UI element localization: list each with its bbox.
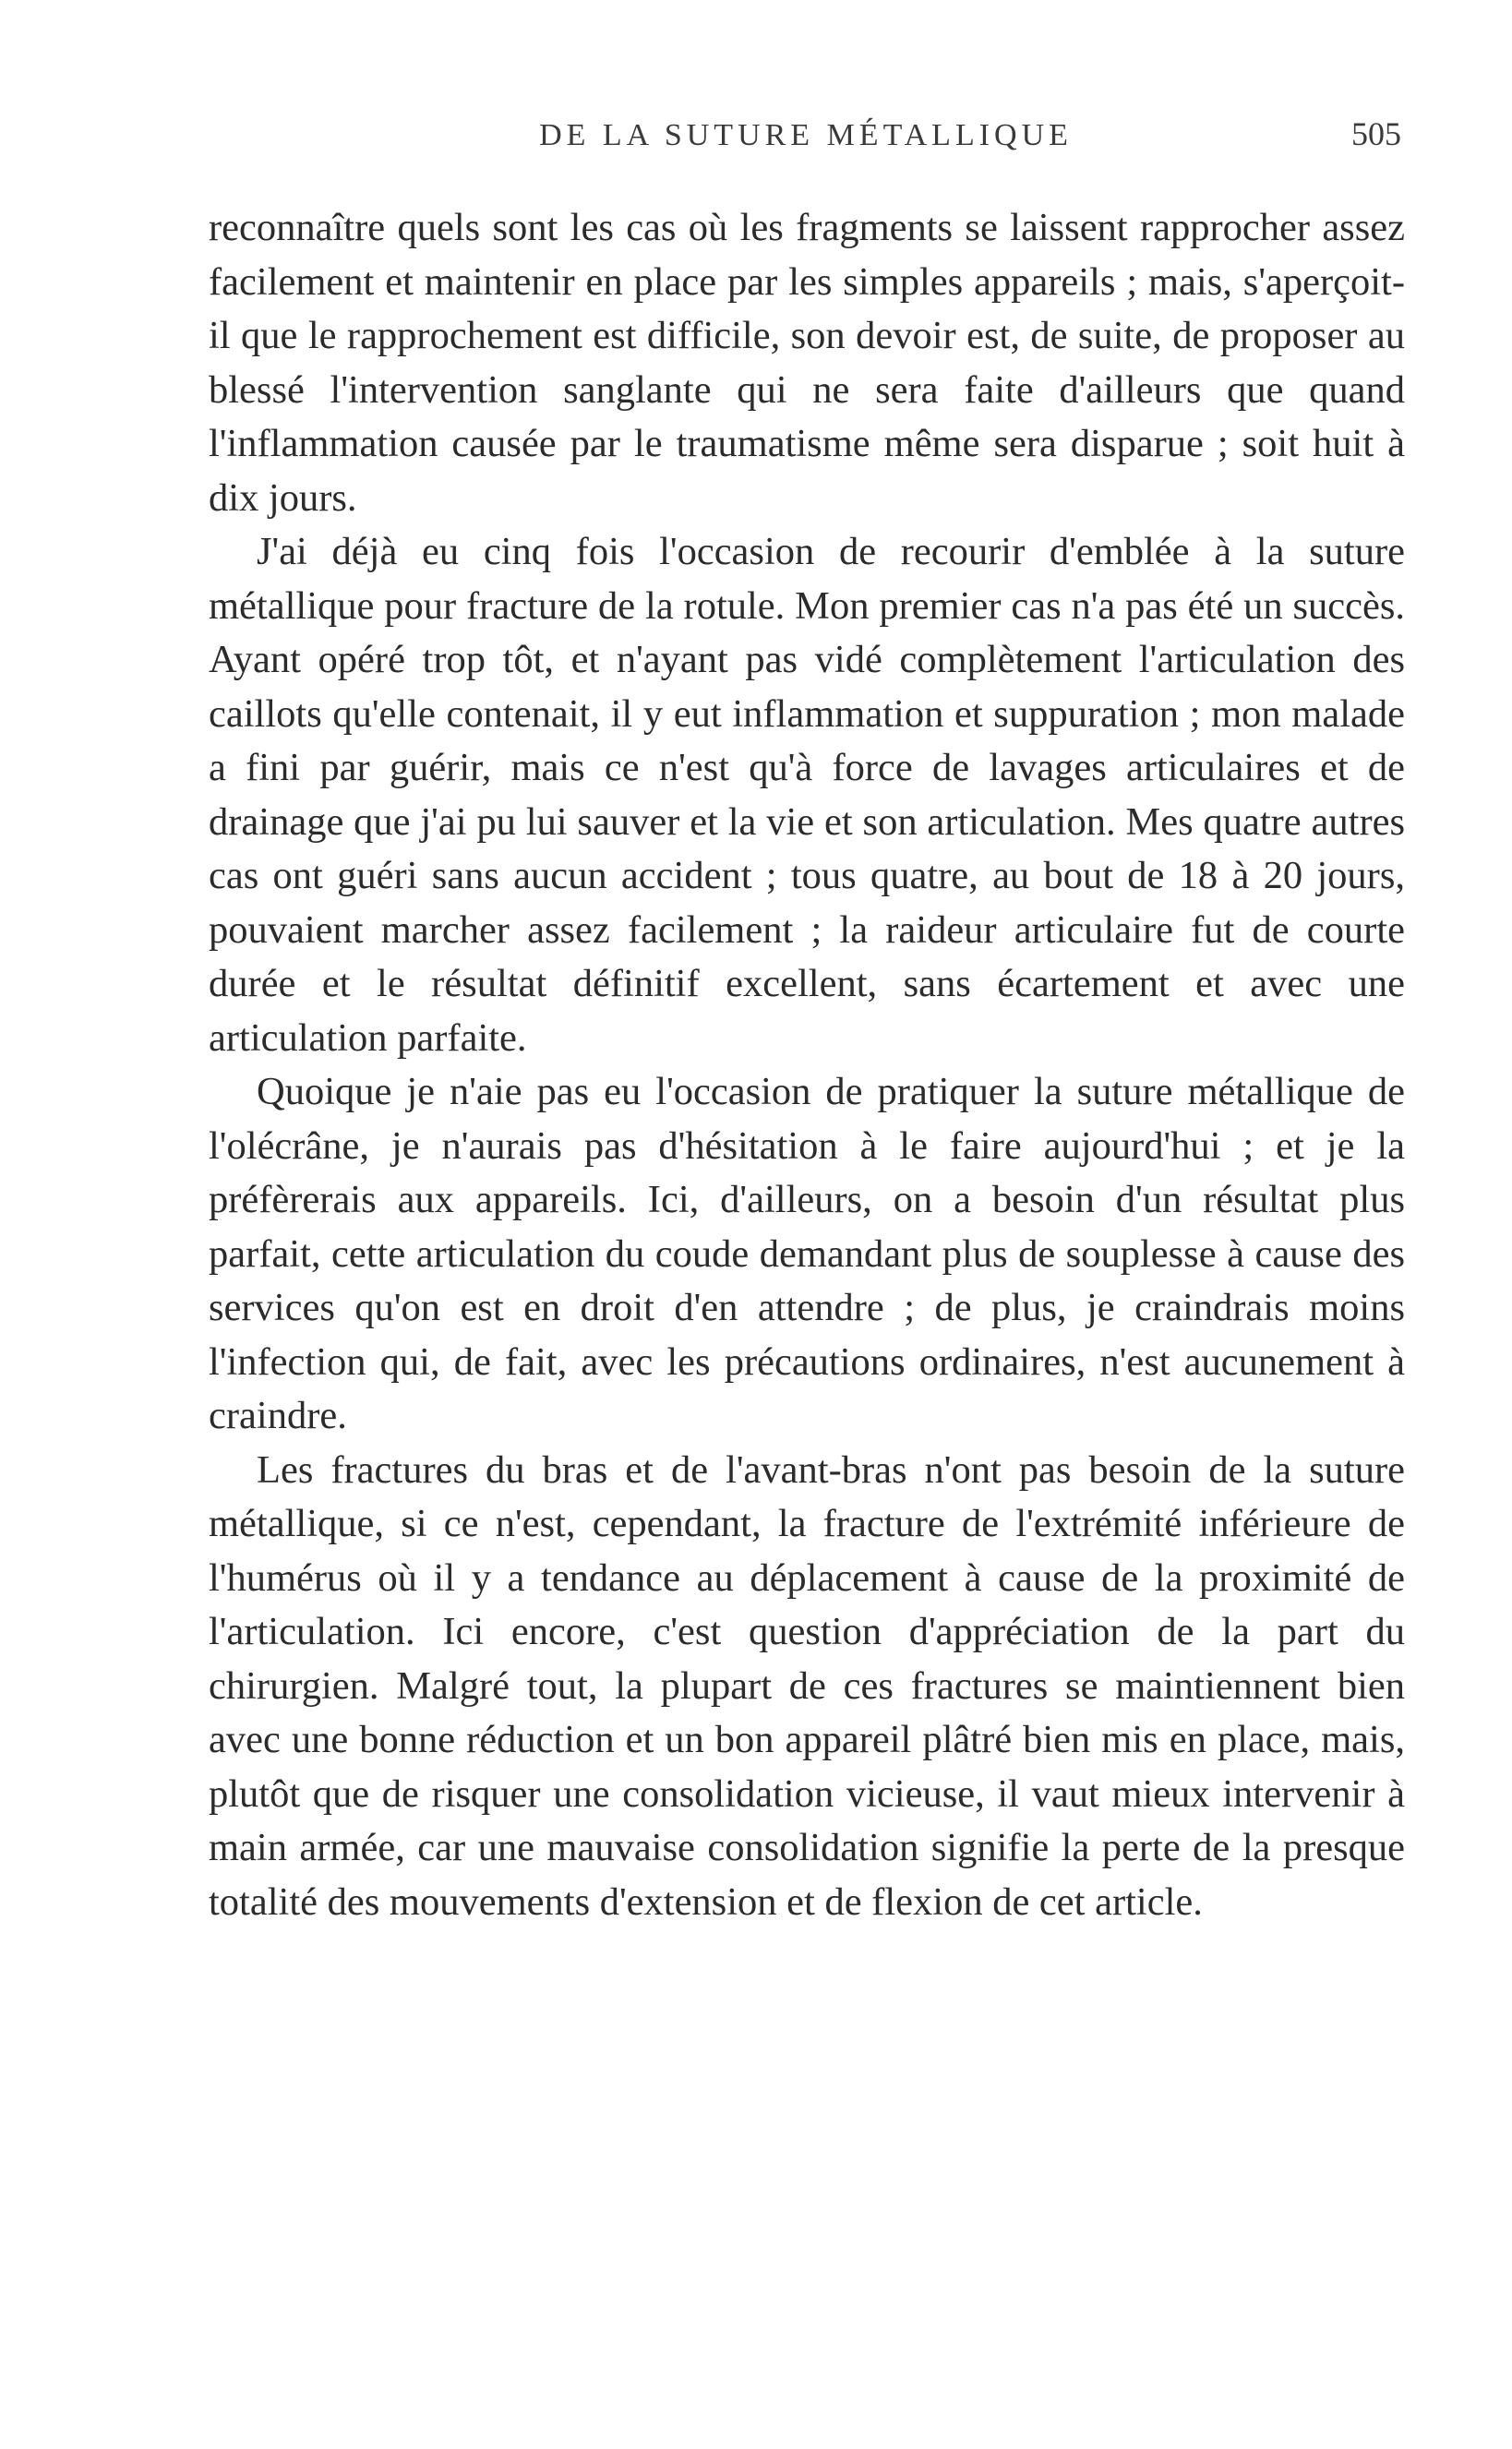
paragraph-continued: reconnaître quels sont les cas où les fragments se laissent rapprocher assez facilement et maintenir en place par les simples appareils ; mais, s'aperçoit-il que le rapprochement est difficile, son devoir est, de suite, de proposer au blessé l'intervention sanglante qui ne sera faite d'ailleurs que quand l'inflammation causée par le traumatisme même sera disparue ; soit huit à dix jours.	[209, 206, 1405, 520]
paragraph-olecrane: Quoique je n'aie pas eu l'occasion de pratiquer la suture métallique de l'olécrâne, je n'aurais pas d'hésitation à le faire aujourd'hui ; et je la préfèrerais aux appareils. Ici, d'ailleurs, on a besoin d'un résultat plus parfait, cette articulation du coude demandant plus de souplesse à cause des services qu'on est en droit d'en attendre ; de plus, je craindrais moins l'infection qui, de fait, avec les précautions ordinaires, n'est aucunement à craindre.	[209, 1070, 1405, 1437]
body-text	[209, 201, 1405, 1929]
page-header	[210, 115, 1412, 174]
page-number: 505	[1351, 115, 1401, 152]
running-title: DE LA SUTURE MÉTALLIQUE	[539, 118, 1073, 152]
paragraph-rotule: J'ai déjà eu cinq fois l'occasion de recourir d'emblée à la suture métallique pour fracture de la rotule. Mon premier cas n'a pas été un succès. Ayant opéré trop tôt, et n'ayant pas vidé complètement l'articulation des caillots qu'elle contenait, il y eut inflammation et suppuration ; mon malade a fini par guérir, mais ce n'est qu'à force de lavages articulaires et de drainage que j'ai pu lui sauver et la vie et son articulation. Mes quatre autres cas ont guéri sans aucun accident ; tous quatre, au bout de 18 à 20 jours, pouvaient marcher assez facilement ; la raideur articulaire fut de courte durée et le résultat définitif excellent, sans écartement et avec une articulation parfaite.	[209, 530, 1405, 1060]
paragraph-humerus: Les fractures du bras et de l'avant-bras n'ont pas besoin de la suture métallique, si ce n'est, cependant, la fracture de l'extrémité inférieure de l'humérus où il y a tendance au déplacement à cause de la proximité de l'articulation. Ici encore, c'est question d'appréciation de la part du chirurgien. Malgré tout, la plupart de ces fractures se maintiennent bien avec une bonne réduction et un bon appareil plâtré bien mis en place, mais, plutôt que de risquer une consolidation vicieuse, il vaut mieux intervenir à main armée, car une mauvaise consolidation signifie la perte de la presque totalité des mouvements d'extension et de flexion de cet article.	[209, 1447, 1405, 1924]
